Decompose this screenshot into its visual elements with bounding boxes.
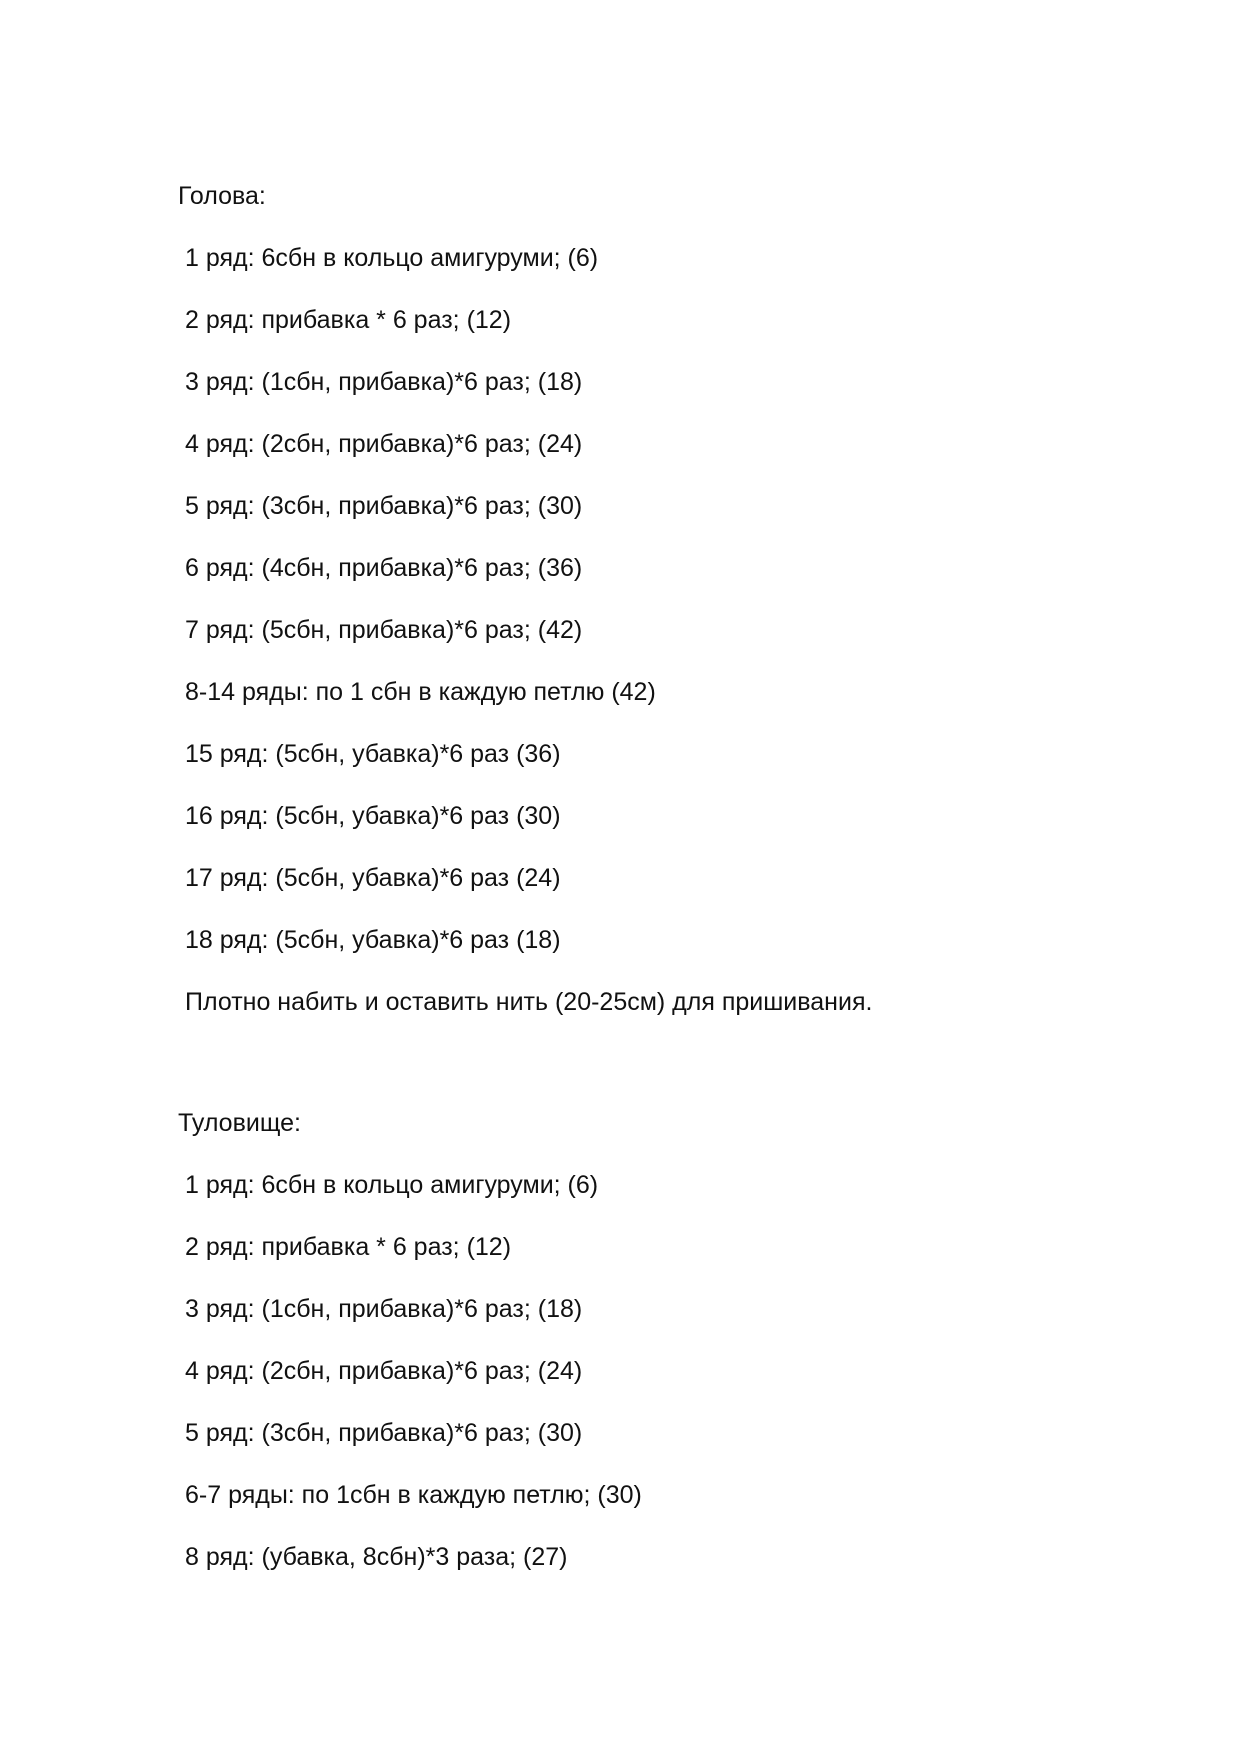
section-body xyxy=(178,1103,1178,1577)
pattern-row: 15 ряд: (5сбн, убавка)*6 раз (36) xyxy=(185,740,561,768)
pattern-row: 1 ряд: 6сбн в кольцо амигуруми; (6) xyxy=(185,1171,599,1199)
section-title: Голова: xyxy=(178,182,266,210)
pattern-row: 8 ряд: (убавка, 8сбн)*3 раза; (27) xyxy=(185,1543,568,1571)
pattern-row: 6-7 ряды: по 1сбн в каждую петлю; (30) xyxy=(185,1481,642,1509)
instruction-note: Плотно набить и оставить нить (20-25см) для пришивания. xyxy=(185,988,873,1016)
pattern-row: 2 ряд: прибавка * 6 раз; (12) xyxy=(185,306,512,334)
pattern-row: 3 ряд: (1сбн, прибавка)*6 раз; (18) xyxy=(185,1295,583,1323)
section-title: Туловище: xyxy=(178,1109,301,1137)
pattern-row: 5 ряд: (3сбн, прибавка)*6 раз; (30) xyxy=(185,492,583,520)
pattern-row: 18 ряд: (5сбн, убавка)*6 раз (18) xyxy=(185,926,561,954)
pattern-row: 4 ряд: (2сбн, прибавка)*6 раз; (24) xyxy=(185,430,583,458)
pattern-row: 7 ряд: (5сбн, прибавка)*6 раз; (42) xyxy=(185,616,583,644)
pattern-row: 3 ряд: (1сбн, прибавка)*6 раз; (18) xyxy=(185,368,583,396)
pattern-row: 1 ряд: 6сбн в кольцо амигуруми; (6) xyxy=(185,244,599,272)
row-list xyxy=(178,238,1178,1022)
section-head xyxy=(178,176,1178,1022)
row-list xyxy=(178,1165,1178,1577)
pattern-row: 8-14 ряды: по 1 сбн в каждую петлю (42) xyxy=(185,678,656,706)
pattern-row: 5 ряд: (3сбн, прибавка)*6 раз; (30) xyxy=(185,1419,583,1447)
pattern-row: 4 ряд: (2сбн, прибавка)*6 раз; (24) xyxy=(185,1357,583,1385)
pattern-row: 17 ряд: (5сбн, убавка)*6 раз (24) xyxy=(185,864,561,892)
pattern-row: 16 ряд: (5сбн, убавка)*6 раз (30) xyxy=(185,802,561,830)
pattern-row: 6 ряд: (4сбн, прибавка)*6 раз; (36) xyxy=(185,554,583,582)
pattern-row: 2 ряд: прибавка * 6 раз; (12) xyxy=(185,1233,512,1261)
